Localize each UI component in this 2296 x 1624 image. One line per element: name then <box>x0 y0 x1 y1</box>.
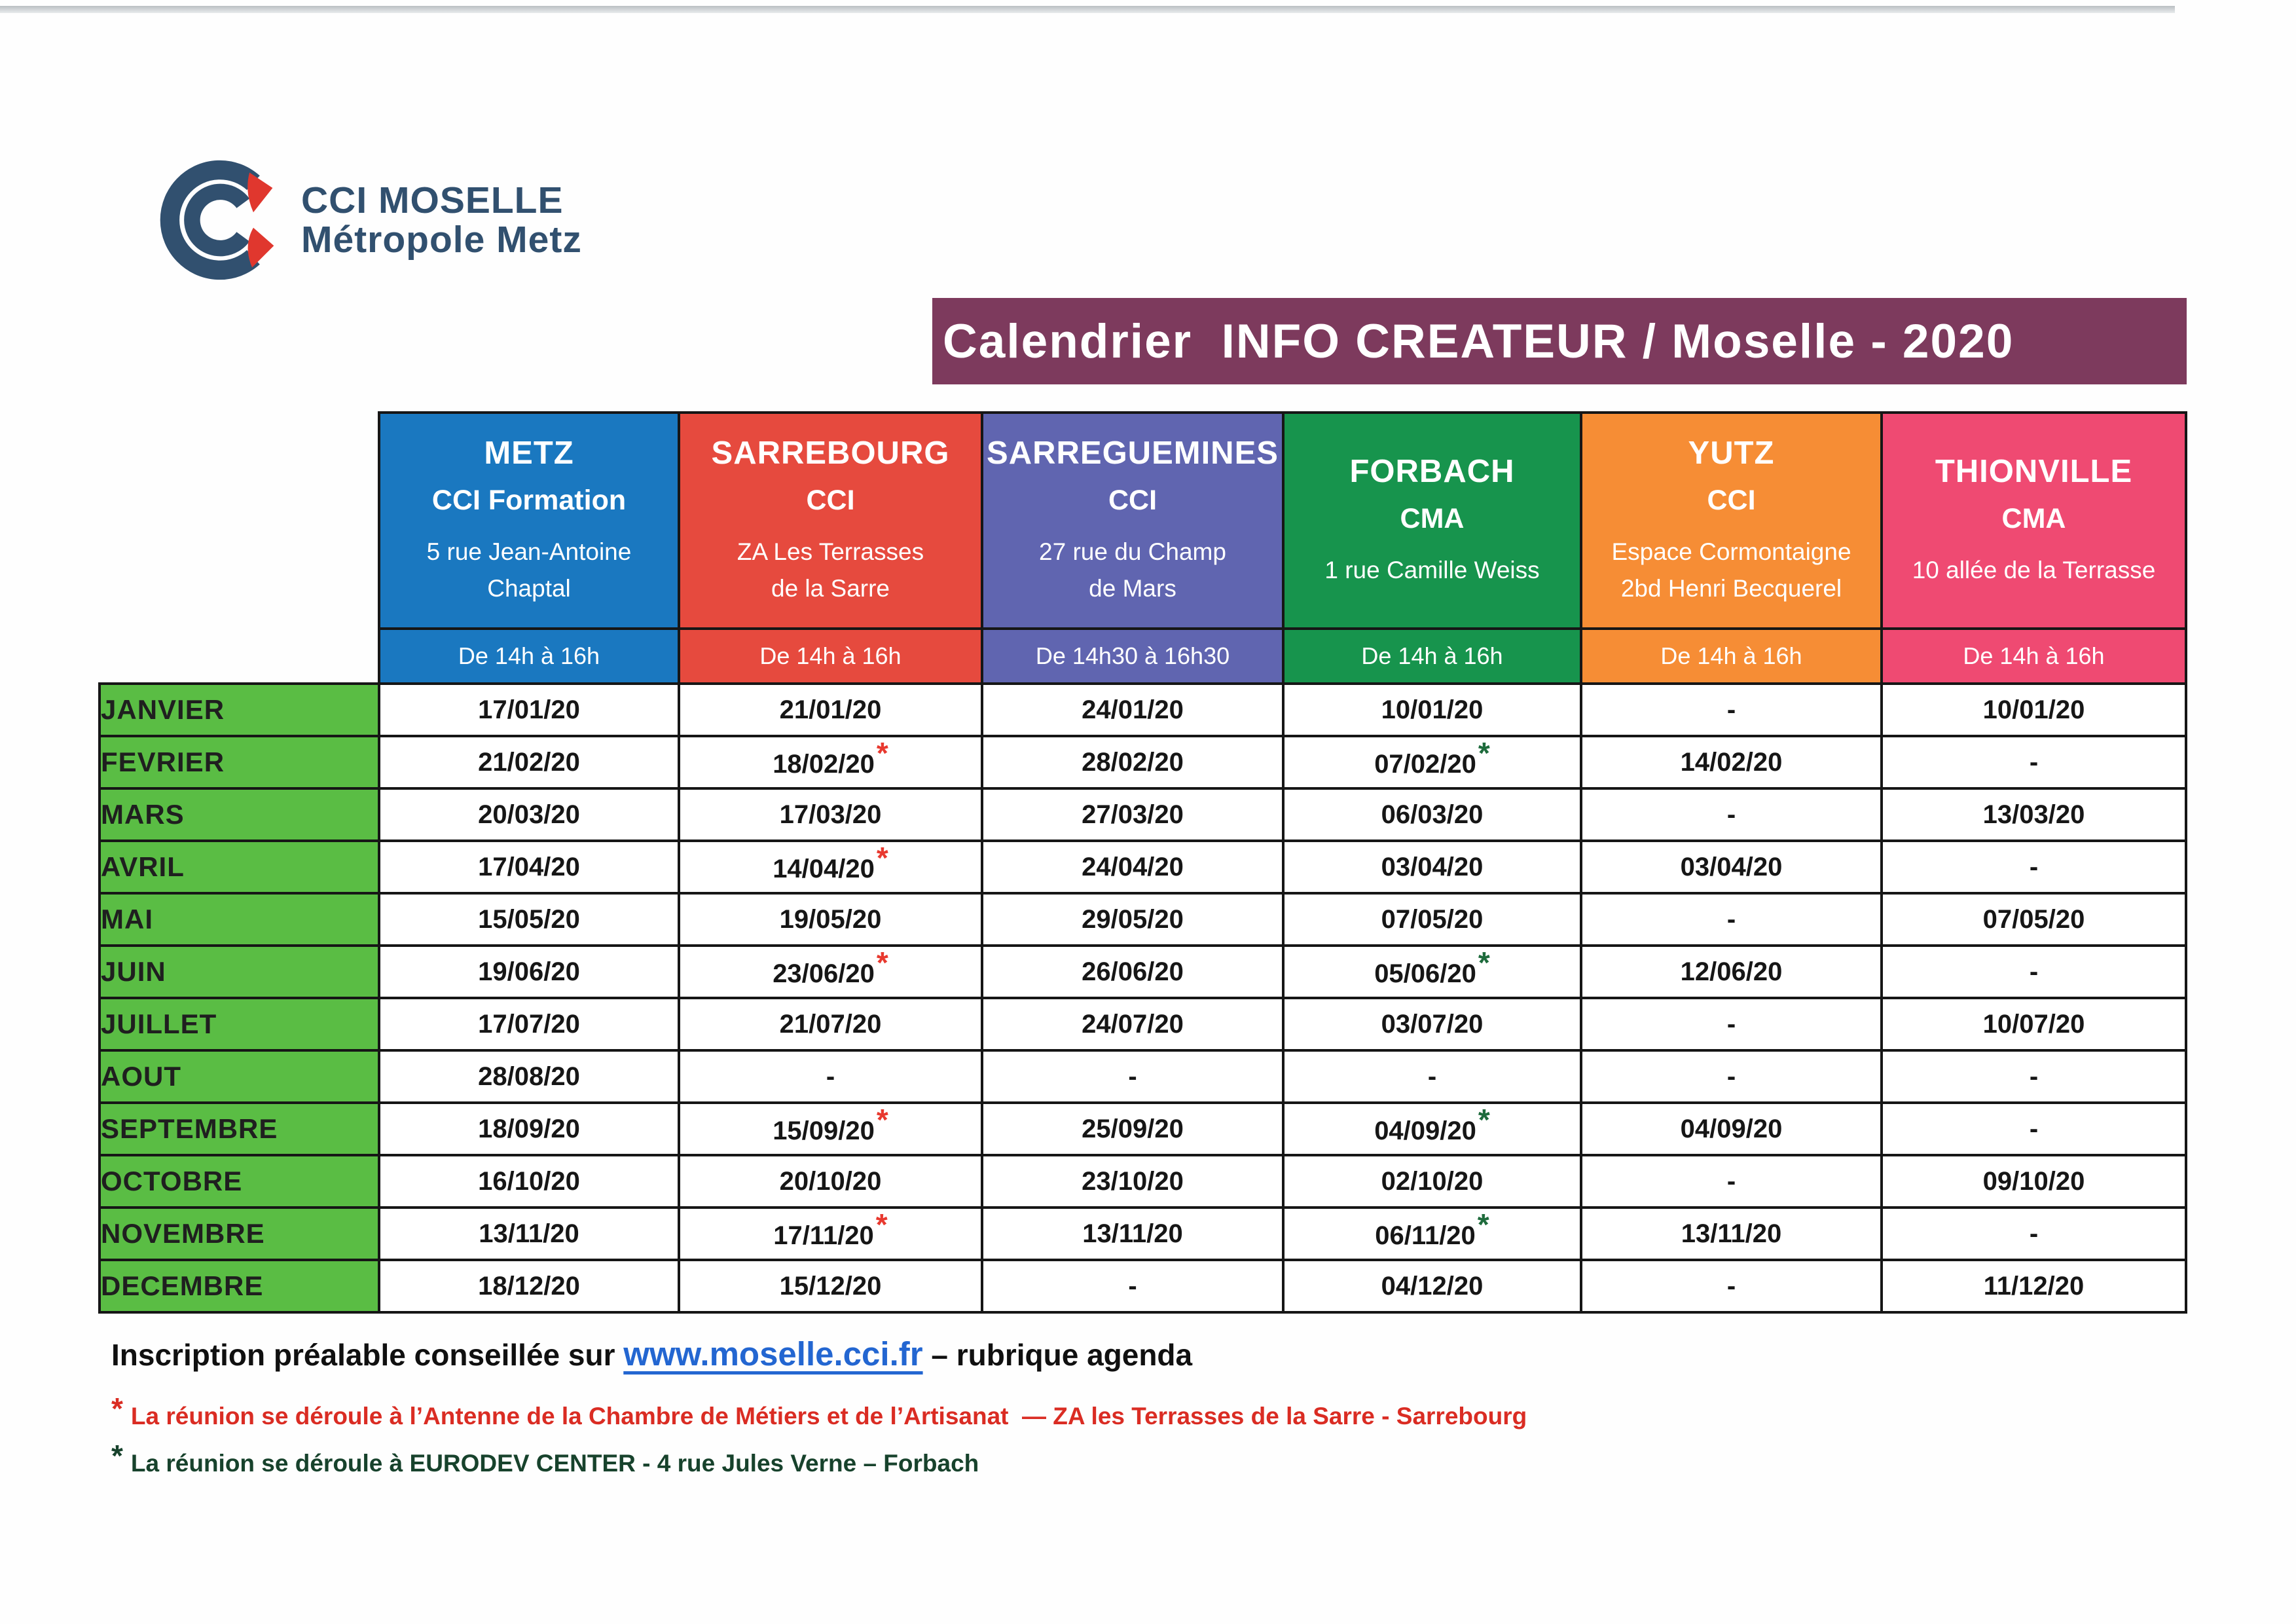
month-label: FEVRIER <box>100 736 379 788</box>
date-cell-sarrebourg <box>679 1208 982 1260</box>
city-name: SARREGUEMINES <box>987 435 1279 471</box>
date-cell-sarreguemines <box>982 684 1283 736</box>
date-cell-sarreguemines <box>982 1103 1283 1155</box>
city-address-line: de Mars <box>1089 574 1176 602</box>
date-value: - <box>1726 695 1736 724</box>
month-row-janvier <box>100 684 2186 736</box>
calendar-table <box>98 411 2187 1314</box>
city-organisation: CMA <box>1400 502 1465 534</box>
moselle-cci-link[interactable]: www.moselle.cci.fr <box>623 1335 923 1373</box>
city-address-line: 5 rue Jean-Antoine <box>426 538 632 565</box>
date-cell-yutz <box>1581 998 1882 1050</box>
date-value: 04/09/20 <box>1680 1114 1783 1143</box>
date-cell-sarrebourg <box>679 1155 982 1208</box>
date-value: - <box>1726 1166 1736 1196</box>
date-value: 15/12/20 <box>779 1271 882 1301</box>
date-value: 13/11/20 <box>1082 1219 1183 1248</box>
date-value: 10/01/20 <box>1381 695 1484 724</box>
footnote-forbach <box>111 1438 979 1477</box>
date-cell-sarreguemines <box>982 998 1283 1050</box>
date-value: 19/06/20 <box>478 957 580 986</box>
title-banner: Calendrier INFO CREATEUR / Moselle - 2020 <box>932 298 2187 384</box>
date-cell-thionville <box>1882 998 2186 1050</box>
city-organisation: CCI <box>1108 485 1157 516</box>
date-value: 23/06/20 <box>773 959 875 988</box>
scan-artifact-line <box>0 6 2175 13</box>
date-value: 02/10/20 <box>1381 1166 1484 1196</box>
date-value: 21/07/20 <box>779 1009 882 1039</box>
footnote-sarrebourg <box>111 1391 1527 1430</box>
date-value: 18/02/20 <box>773 750 875 779</box>
date-cell-sarrebourg <box>679 684 982 736</box>
date-value: 03/04/20 <box>1381 852 1484 881</box>
date-value: - <box>2029 747 2039 777</box>
time-slot-sarrebourg: De 14h à 16h <box>679 629 982 684</box>
date-cell-thionville <box>1882 788 2186 841</box>
date-cell-sarreguemines <box>982 841 1283 893</box>
date-value: - <box>2029 1061 2039 1091</box>
column-header-sarreguemines <box>982 413 1283 629</box>
date-cell-thionville <box>1882 1050 2186 1103</box>
date-value: 20/10/20 <box>779 1166 882 1196</box>
date-cell-metz <box>379 1103 679 1155</box>
date-cell-metz <box>379 946 679 998</box>
date-cell-forbach <box>1283 1050 1581 1103</box>
date-cell-thionville <box>1882 893 2186 946</box>
date-cell-sarrebourg <box>679 1260 982 1312</box>
date-cell-metz <box>379 684 679 736</box>
month-label: AOUT <box>100 1050 379 1103</box>
month-label: NOVEMBRE <box>100 1208 379 1260</box>
date-value: 14/02/20 <box>1680 747 1783 777</box>
date-value: - <box>2029 957 2039 986</box>
month-label: MARS <box>100 788 379 841</box>
cci-logo-mark <box>156 156 284 284</box>
date-cell-metz <box>379 1208 679 1260</box>
date-value: - <box>1427 1061 1437 1091</box>
date-cell-sarreguemines <box>982 1260 1283 1312</box>
asterisk-red-icon: * <box>876 946 888 980</box>
date-value: 15/05/20 <box>478 904 580 934</box>
date-cell-sarrebourg <box>679 1103 982 1155</box>
date-cell-yutz <box>1581 841 1882 893</box>
column-header-sarrebourg <box>679 413 982 629</box>
date-cell-forbach <box>1283 736 1581 788</box>
city-name: THIONVILLE <box>1935 453 2133 489</box>
date-cell-thionville <box>1882 841 2186 893</box>
date-cell-yutz <box>1581 1155 1882 1208</box>
footnote-forbach-text: La réunion se déroule à EURODEV CENTER - 4 rue Jules Verne – Forbach <box>130 1450 979 1477</box>
date-value: 10/07/20 <box>1982 1009 2085 1039</box>
time-slot-forbach: De 14h à 16h <box>1283 629 1581 684</box>
asterisk-green-icon: * <box>1478 946 1490 980</box>
month-label: DECEMBRE <box>100 1260 379 1312</box>
month-row-septembre <box>100 1103 2186 1155</box>
time-row-blank <box>100 629 379 684</box>
date-cell-metz <box>379 893 679 946</box>
date-value: 17/01/20 <box>478 695 580 724</box>
table-header-row <box>100 413 2186 629</box>
asterisk-red-icon: * <box>876 736 888 770</box>
green-asterisk-icon: * <box>111 1439 123 1473</box>
date-value: - <box>826 1061 835 1091</box>
date-cell-forbach <box>1283 1260 1581 1312</box>
date-cell-sarreguemines <box>982 946 1283 998</box>
date-cell-sarreguemines <box>982 1050 1283 1103</box>
date-cell-metz <box>379 998 679 1050</box>
date-cell-yutz <box>1581 1208 1882 1260</box>
date-value: 28/08/20 <box>478 1061 580 1091</box>
date-cell-sarreguemines <box>982 1208 1283 1260</box>
month-row-decembre <box>100 1260 2186 1312</box>
date-value: 10/01/20 <box>1982 695 2085 724</box>
date-cell-metz <box>379 788 679 841</box>
month-row-mars <box>100 788 2186 841</box>
date-value: 28/02/20 <box>1082 747 1184 777</box>
asterisk-red-icon: * <box>876 1103 888 1137</box>
date-value: 13/11/20 <box>479 1219 579 1248</box>
date-value: 07/02/20 <box>1374 750 1476 779</box>
date-value: 24/04/20 <box>1082 852 1184 881</box>
time-slot-metz: De 14h à 16h <box>379 629 679 684</box>
date-value: 18/09/20 <box>478 1114 580 1143</box>
logo-line-1: CCI MOSELLE <box>301 179 564 221</box>
city-name: METZ <box>484 435 574 471</box>
city-name: SARREBOURG <box>711 435 950 471</box>
date-value: - <box>2029 852 2039 881</box>
date-cell-metz <box>379 1155 679 1208</box>
date-cell-sarrebourg <box>679 998 982 1050</box>
date-value: - <box>1128 1271 1137 1301</box>
date-cell-sarreguemines <box>982 893 1283 946</box>
date-value: 27/03/20 <box>1082 800 1184 829</box>
asterisk-green-icon: * <box>1478 736 1490 770</box>
date-cell-forbach <box>1283 684 1581 736</box>
month-label: SEPTEMBRE <box>100 1103 379 1155</box>
date-value: 07/05/20 <box>1381 904 1484 934</box>
date-cell-yutz <box>1581 1050 1882 1103</box>
column-header-thionville <box>1882 413 2186 629</box>
date-cell-thionville <box>1882 946 2186 998</box>
logo-line-2: Métropole Metz <box>301 219 582 261</box>
month-label: AVRIL <box>100 841 379 893</box>
date-value: 21/02/20 <box>478 747 580 777</box>
date-value: 06/03/20 <box>1381 800 1484 829</box>
city-name: YUTZ <box>1688 435 1775 471</box>
column-header-metz <box>379 413 679 629</box>
inscription-suffix: – rubrique agenda <box>922 1338 1193 1372</box>
inscription-prefix: Inscription préalable conseillée sur <box>111 1338 624 1372</box>
date-value: 23/10/20 <box>1082 1166 1184 1196</box>
city-address-line: 27 rue du Champ <box>1039 538 1226 565</box>
date-cell-forbach <box>1283 946 1581 998</box>
date-value: - <box>1726 800 1736 829</box>
date-value: 09/10/20 <box>1982 1166 2085 1196</box>
date-cell-sarrebourg <box>679 736 982 788</box>
date-cell-forbach <box>1283 893 1581 946</box>
month-row-mai <box>100 893 2186 946</box>
date-cell-sarrebourg <box>679 893 982 946</box>
date-value: 07/05/20 <box>1982 904 2085 934</box>
date-cell-yutz <box>1581 684 1882 736</box>
month-label: JUILLET <box>100 998 379 1050</box>
month-label: JUIN <box>100 946 379 998</box>
date-value: - <box>2029 1219 2039 1248</box>
date-cell-metz <box>379 736 679 788</box>
date-value: - <box>2029 1114 2039 1143</box>
date-value: 17/04/20 <box>478 852 580 881</box>
date-cell-yutz <box>1581 788 1882 841</box>
date-cell-forbach <box>1283 788 1581 841</box>
time-slot-thionville: De 14h à 16h <box>1882 629 2186 684</box>
date-cell-thionville <box>1882 684 2186 736</box>
date-cell-thionville <box>1882 1103 2186 1155</box>
footnote-sarrebourg-text: La réunion se déroule à l’Antenne de la Chambre de Métiers et de l’Artisanat — ZA les Terrasses de la Sarre - Sarrebourg <box>130 1403 1527 1430</box>
date-cell-sarrebourg <box>679 788 982 841</box>
city-address-line: de la Sarre <box>771 574 890 602</box>
month-row-fevrier <box>100 736 2186 788</box>
month-row-juillet <box>100 998 2186 1050</box>
column-header-forbach <box>1283 413 1581 629</box>
date-value: 16/10/20 <box>478 1166 580 1196</box>
asterisk-green-icon: * <box>1477 1208 1489 1242</box>
date-cell-thionville <box>1882 1208 2186 1260</box>
city-address-line: ZA Les Terrasses <box>737 538 924 565</box>
month-row-novembre <box>100 1208 2186 1260</box>
asterisk-green-icon: * <box>1478 1103 1490 1137</box>
date-cell-metz <box>379 1260 679 1312</box>
date-cell-thionville <box>1882 1155 2186 1208</box>
date-cell-sarrebourg <box>679 1050 982 1103</box>
red-asterisk-icon: * <box>111 1392 123 1426</box>
month-label: OCTOBRE <box>100 1155 379 1208</box>
date-value: 11/12/20 <box>1983 1271 2085 1301</box>
date-value: 20/03/20 <box>478 800 580 829</box>
date-cell-forbach <box>1283 1208 1581 1260</box>
table-corner-blank <box>100 413 379 629</box>
month-label: MAI <box>100 893 379 946</box>
date-value: 21/01/20 <box>779 695 882 724</box>
date-cell-yutz <box>1581 946 1882 998</box>
date-value: 15/09/20 <box>773 1116 875 1145</box>
date-cell-yutz <box>1581 893 1882 946</box>
date-value: 04/12/20 <box>1381 1271 1484 1301</box>
city-address-line: 1 rue Camille Weiss <box>1324 556 1540 583</box>
city-address-line: 2bd Henri Becquerel <box>1620 574 1842 602</box>
date-value: 18/12/20 <box>478 1271 580 1301</box>
city-address-line: Chaptal <box>487 574 571 602</box>
date-cell-metz <box>379 841 679 893</box>
date-value: 12/06/20 <box>1680 957 1783 986</box>
date-value: 13/03/20 <box>1982 800 2085 829</box>
date-value: 24/07/20 <box>1082 1009 1184 1039</box>
date-value: 06/11/20 <box>1375 1221 1476 1250</box>
column-header-yutz <box>1581 413 1882 629</box>
cci-logo <box>156 156 582 284</box>
date-value: 24/01/20 <box>1082 695 1184 724</box>
date-value: - <box>1726 1271 1736 1301</box>
date-cell-thionville <box>1882 1260 2186 1312</box>
month-row-aout <box>100 1050 2186 1103</box>
month-row-octobre <box>100 1155 2186 1208</box>
city-address-line: 10 allée de la Terrasse <box>1912 556 2156 583</box>
date-value: - <box>1726 904 1736 934</box>
date-value: - <box>1726 1009 1736 1039</box>
date-value: 29/05/20 <box>1082 904 1184 934</box>
date-cell-sarrebourg <box>679 946 982 998</box>
asterisk-red-icon: * <box>876 841 888 875</box>
date-cell-yutz <box>1581 736 1882 788</box>
date-value: 03/04/20 <box>1680 852 1783 881</box>
city-organisation: CCI <box>1707 485 1756 516</box>
date-cell-sarreguemines <box>982 736 1283 788</box>
time-slot-yutz: De 14h à 16h <box>1581 629 1882 684</box>
date-cell-forbach <box>1283 841 1581 893</box>
city-name: FORBACH <box>1349 453 1515 489</box>
date-value: - <box>1726 1061 1736 1091</box>
month-row-juin <box>100 946 2186 998</box>
date-cell-sarreguemines <box>982 788 1283 841</box>
date-value: 17/03/20 <box>779 800 882 829</box>
date-cell-forbach <box>1283 998 1581 1050</box>
date-cell-forbach <box>1283 1103 1581 1155</box>
inscription-line <box>111 1335 1192 1373</box>
date-cell-thionville <box>1882 736 2186 788</box>
date-value: 17/11/20 <box>773 1221 874 1250</box>
date-value: 14/04/20 <box>773 855 875 883</box>
date-value: 03/07/20 <box>1381 1009 1484 1039</box>
date-cell-sarreguemines <box>982 1155 1283 1208</box>
date-value: - <box>1128 1061 1137 1091</box>
date-value: 05/06/20 <box>1374 959 1476 988</box>
date-value: 19/05/20 <box>779 904 882 934</box>
city-organisation: CCI <box>806 485 855 516</box>
month-row-avril <box>100 841 2186 893</box>
time-slot-sarreguemines: De 14h30 à 16h30 <box>982 629 1283 684</box>
date-cell-metz <box>379 1050 679 1103</box>
asterisk-red-icon: * <box>875 1208 888 1242</box>
cci-logo-text <box>301 181 582 260</box>
city-organisation: CMA <box>2001 502 2066 534</box>
month-label: JANVIER <box>100 684 379 736</box>
date-cell-yutz <box>1581 1103 1882 1155</box>
date-value: 17/07/20 <box>478 1009 580 1039</box>
date-cell-sarrebourg <box>679 841 982 893</box>
date-cell-forbach <box>1283 1155 1581 1208</box>
date-value: 26/06/20 <box>1082 957 1184 986</box>
city-address-line: Espace Cormontaigne <box>1611 538 1851 565</box>
date-cell-yutz <box>1581 1260 1882 1312</box>
date-value: 25/09/20 <box>1082 1114 1184 1143</box>
date-value: 13/11/20 <box>1681 1219 1782 1248</box>
date-value: 04/09/20 <box>1374 1116 1476 1145</box>
table-time-row <box>100 629 2186 684</box>
city-organisation: CCI Formation <box>431 485 627 516</box>
